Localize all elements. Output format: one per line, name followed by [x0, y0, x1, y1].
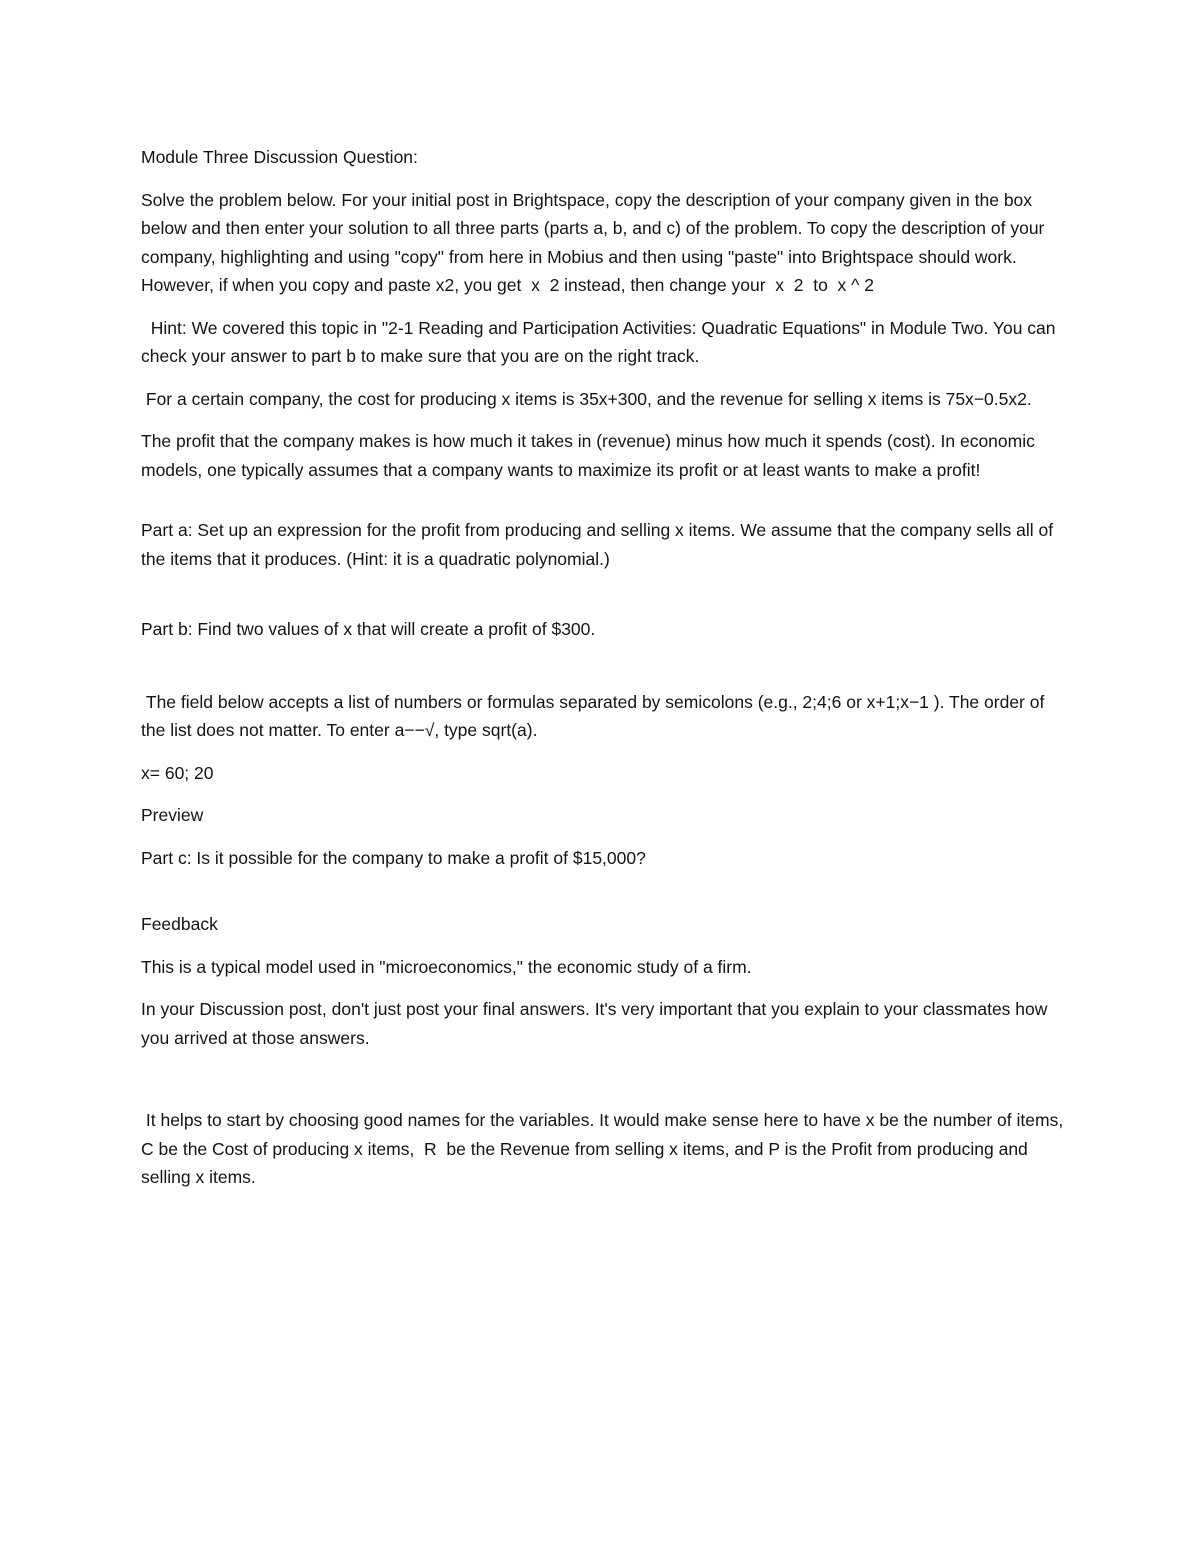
answer-field-note: The field below accepts a list of numbers or formulas separated by semicolons (e.g., 2;4;6 or x+1;x−1 ). The order of the list does not matter. To enter a−−√, type sqrt(a). — [141, 691, 1050, 740]
part-a-question: Part a: Set up an expression for the profit from producing and selling x items. We assume that the company sells all of the items that it produces. (Hint: it is a quadratic polynomial.) — [141, 520, 1058, 569]
feedback-paragraph-3: It helps to start by choosing good names for the variables. It would make sense here to have x be the number of items, C be the Cost of producing x items, R be the Revenue from selling x items, and P is the Profit from producing and selling x items. — [141, 1110, 1069, 1187]
instructions-paragraph: Solve the problem below. For your initial post in Brightspace, copy the description of your company given in the box below and then enter your solution to all three parts (parts a, b, and c) of the problem. To copy the description of your company, highlighting and using "copy" from here in Mobius and then using "paste" into Brightspace should work. However, if when you copy and paste x2, you get x 2 instead, then change your x 2 to x ^ 2 — [141, 189, 1050, 295]
profit-definition: The profit that the company makes is how much it takes in (revenue) minus how much it spends (cost). In economic models, one typically assumes that a company wants to maximize its profit or at least wants to make a profit! — [141, 431, 1040, 480]
feedback-paragraph-1: This is a typical model used in "microeconomics," the economic study of a firm. — [141, 956, 752, 977]
hint-paragraph: Hint: We covered this topic in "2-1 Reading and Participation Activities: Quadratic Equations" in Module Two. You can check your answer to part b to make sure that you are on the right track. — [141, 317, 1061, 366]
feedback-paragraph-2: In your Discussion post, don't just post your final answers. It's very important that you explain to your classmates how you arrived at those answers. — [141, 999, 1053, 1048]
part-c-question: Part c: Is it possible for the company to make a profit of $15,000? — [141, 847, 646, 868]
preview-label: Preview — [141, 805, 204, 825]
problem-statement: For a certain company, the cost for producing x items is 35x+300, and the revenue for selling x items is 75x−0.5x2. — [141, 388, 1032, 409]
document-body — [141, 143, 1069, 1206]
document-title: Module Three Discussion Question: — [141, 147, 418, 167]
part-b-question: Part b: Find two values of x that will create a profit of $300. — [141, 619, 596, 639]
feedback-heading: Feedback — [141, 914, 218, 934]
part-b-answer: x= 60; 20 — [141, 762, 214, 783]
